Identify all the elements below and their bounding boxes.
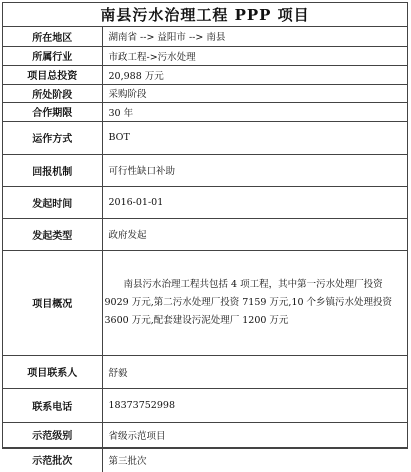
table-row	[3, 121, 407, 154]
contact-label: 项目联系人	[3, 355, 102, 388]
table-row	[3, 218, 407, 250]
demo-batch-value: 第三批次	[102, 447, 407, 472]
region-label: 所在地区	[3, 27, 102, 46]
total-investment-value: 20,988 万元	[102, 65, 407, 84]
term-label: 合作期限	[3, 102, 102, 121]
table-row	[3, 422, 407, 447]
table-row	[3, 355, 407, 388]
demo-batch-label: 示范批次	[3, 447, 102, 472]
table-row	[3, 84, 407, 102]
return-mechanism-label: 回报机制	[3, 154, 102, 186]
table-row	[3, 388, 407, 422]
table-row	[3, 250, 407, 355]
overview-label: 项目概况	[3, 250, 102, 355]
project-info-sheet	[2, 2, 408, 468]
overview-cell	[102, 250, 407, 355]
launch-date-label: 发起时间	[3, 186, 102, 218]
table-row	[3, 102, 407, 121]
project-info-table	[3, 27, 407, 472]
launch-date-value: 2016-01-01	[102, 186, 407, 218]
region-value: 湖南省 --> 益阳市 --> 南县	[102, 27, 407, 46]
phone-label: 联系电话	[3, 388, 102, 422]
overview-text: 南县污水治理工程共包括 4 项工程，其中第一污水处理厂投资 9029 万元,第二污水处理厂投资 7159 万元,10 个乡镇污水处理投资 3600 万元,配套建设污泥处理厂 1200 万元	[104, 278, 393, 326]
table-row	[3, 46, 407, 65]
industry-label: 所属行业	[3, 46, 102, 65]
operation-mode-label: 运作方式	[3, 121, 102, 154]
stage-value: 采购阶段	[102, 84, 407, 102]
industry-value: 市政工程->污水处理	[102, 46, 407, 65]
initiation-type-value: 政府发起	[102, 218, 407, 250]
table-row	[3, 154, 407, 186]
phone-value: 18373752998	[102, 388, 407, 422]
table-row	[3, 27, 407, 46]
demo-level-label: 示范级别	[3, 422, 102, 447]
term-value: 30 年	[102, 102, 407, 121]
return-mechanism-value: 可行性缺口补助	[102, 154, 407, 186]
stage-label: 所处阶段	[3, 84, 102, 102]
total-investment-label: 项目总投资	[3, 65, 102, 84]
contact-value: 舒毅	[102, 355, 407, 388]
table-row	[3, 65, 407, 84]
demo-level-value: 省级示范项目	[102, 422, 407, 447]
operation-mode-value: BOT	[102, 121, 407, 154]
initiation-type-label: 发起类型	[3, 218, 102, 250]
table-row	[3, 186, 407, 218]
project-title: 南县污水治理工程 PPP 项目	[3, 3, 407, 27]
